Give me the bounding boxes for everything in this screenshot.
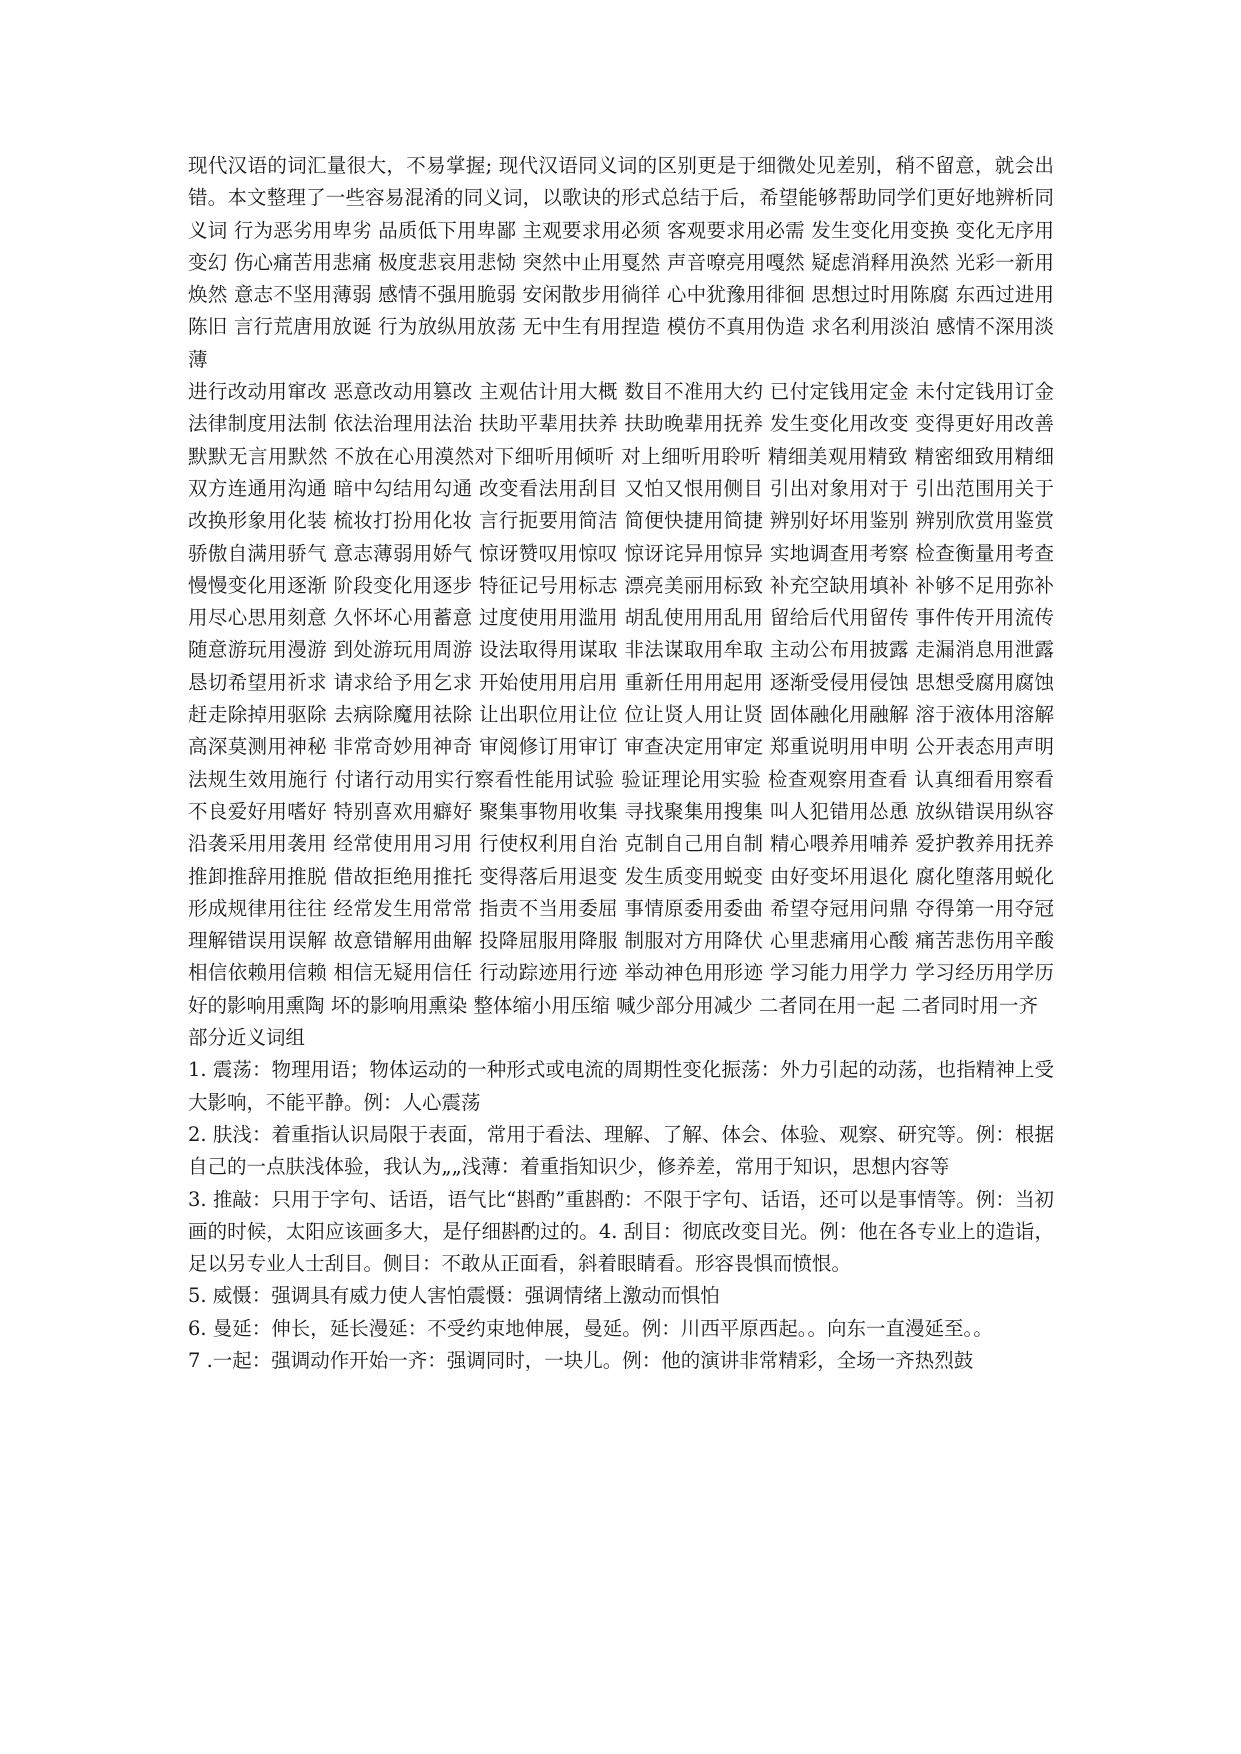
mnemonic-paragraph: 进行改动用窜改 恶意改动用篡改 主观估计用大概 数目不准用大约 已付定钱用定金 未付定钱用订金 法律制度用法制 依法治理用法治 扶助平辈用扶养 扶助晚辈用抚养 发生变化用改变 变得更好用改善 默默无言用默然 不放在心用漠然对下细听用倾听 对上细听用聆听 精细美观用精致 精密细致用精细 双方连通用沟通 暗中勾结用勾通 改变看法用刮目 又怕又恨用侧目 引出对象用对于 引出范围用关于 改换形象用化装 梳妆打扮用化妆 言行扼要用简洁 简便快捷用简捷 辨别好坏用鉴别 辨别欣赏用鉴赏 骄傲自满用骄气 意志薄弱用娇气 惊讶赞叹用惊叹 惊讶诧异用惊异 实地调查用考察 检查衡量用考查 慢慢变化用逐渐 阶段变化用逐步 特征记号用标志 漂亮美丽用标致 补充空缺用填补 补够不足用弥补 用尽心思用刻意 久怀坏心用蓄意 过度使用用滥用 胡乱使用用乱用 留给后代用留传 事件传开用流传 随意游玩用漫游 到处游玩用周游 设法取得用谋取 非法谋取用牟取 主动公布用披露 走漏消息用泄露 恳切希望用祈求 请求给予用乞求 开始使用用启用 重新任用用起用 逐渐受侵用侵蚀 思想受腐用腐蚀 赶走除掉用驱除 去病除魔用祛除 让出职位用让位 位让贤人用让贤 固体融化用融解 溶于液体用溶解 高深莫测用神秘 非常奇妙用神奇 审阅修订用审订 审查决定用审定 郑重说明用申明 公开表态用声明 法规生效用施行 付诸行动用实行察看性能用试验 验证理论用实验 检查观察用查看 认真细看用察看 不良爱好用嗜好 特别喜欢用癖好 聚集事物用收集 寻找聚集用搜集 叫人犯错用怂恿 放纵错误用纵容 沿袭采用用袭用 经常使用用习用 行使权利用自治 克制自己用自制 精心喂养用哺养 爱护教养用抚养 推卸推辞用推脱 借故拒绝用推托 变得落后用退变 发生质变用蜕变 由好变坏用退化 腐化堕落用蜕化 形成规律用往往 经常发生用常常 指责不当用委屈 事情原委用委曲 希望夺冠用问鼎 夺得第一用夺冠 理解错误用误解 故意错解用曲解 投降屈服用降服 制服对方用降伏 心里悲痛用心酸 痛苦悲伤用辛酸 相信依赖用信赖 相信无疑用信任 行动踪迹用行迹 举动神色用形迹 学习能力用学力 学习经历用学历 好的影响用熏陶 坏的影响用熏染 整体缩小用压缩 喊少部分用减少 二者同在用一起 二者同时用一齐 <box>188 380 1054 1017</box>
section-heading: 部分近义词组 <box>188 1026 306 1050</box>
entry-5: 5. 威慑：强调具有威力使人害怕震慑：强调情绪上激动而惧怕 <box>188 1284 720 1308</box>
entry-7: 7 .一起：强调动作开始一齐：强调同时，一块儿。例：他的演讲非常精彩，全场一齐热烈鼓 <box>188 1348 974 1372</box>
document-page <box>188 150 1054 1377</box>
entry-6: 6. 曼延：伸长，延长漫延：不受约束地伸展，曼延。例：川西平原西起。。向东一直漫延至。。 <box>188 1316 993 1340</box>
entry-3: 3. 推敲：只用于字句、话语，语气比“斟酌”重斟酌：不限于字句、话语，还可以是事情等。例：当初画的时候，太阳应该画多大，是仔细斟酌过的。4. 刮目：彻底改变目光。例：他在各专业上的造诣，足以另专业人士刮目。侧目：不敢从正面看，斜着眼睛看。形容畏惧而愤恨。 <box>188 1187 1054 1276</box>
entry-2: 2. 肤浅：着重指认识局限于表面，常用于看法、理解、了解、体会、体验、观察、研究等。例：根据自己的一点肤浅体验，我认为„„浅薄：着重指知识少，修养差，常用于知识，思想内容等 <box>188 1122 1054 1179</box>
entry-1: 1. 震荡：物理用语；物体运动的一种形式或电流的周期性变化振荡：外力引起的动荡，也指精神上受大影响，不能平静。例：人心震荡 <box>188 1058 1054 1114</box>
intro-paragraph: 现代汉语的词汇量很大，不易掌握; 现代汉语同义词的区别更是于细微处见差别，稍不留意，就会出错。本文整理了一些容易混淆的同义词，以歌诀的形式总结于后，希望能够帮助同学们更好地辨析同义词 行为恶劣用卑劣 品质低下用卑鄙 主观要求用必须 客观要求用必需 发生变化用变换 变化无序用变幻 伤心痛苦用悲痛 极度悲哀用悲恸 突然中止用戛然 声音嘹亮用嘎然 疑虑消释用涣然 光彩一新用焕然 意志不坚用薄弱 感情不强用脆弱 安闲散步用徜徉 心中犹豫用徘徊 思想过时用陈腐 东西过进用陈旧 言行荒唐用放诞 行为放纵用放荡 无中生有用捏造 模仿不真用伪造 求名利用淡泊 感情不深用淡薄 <box>188 154 1054 371</box>
